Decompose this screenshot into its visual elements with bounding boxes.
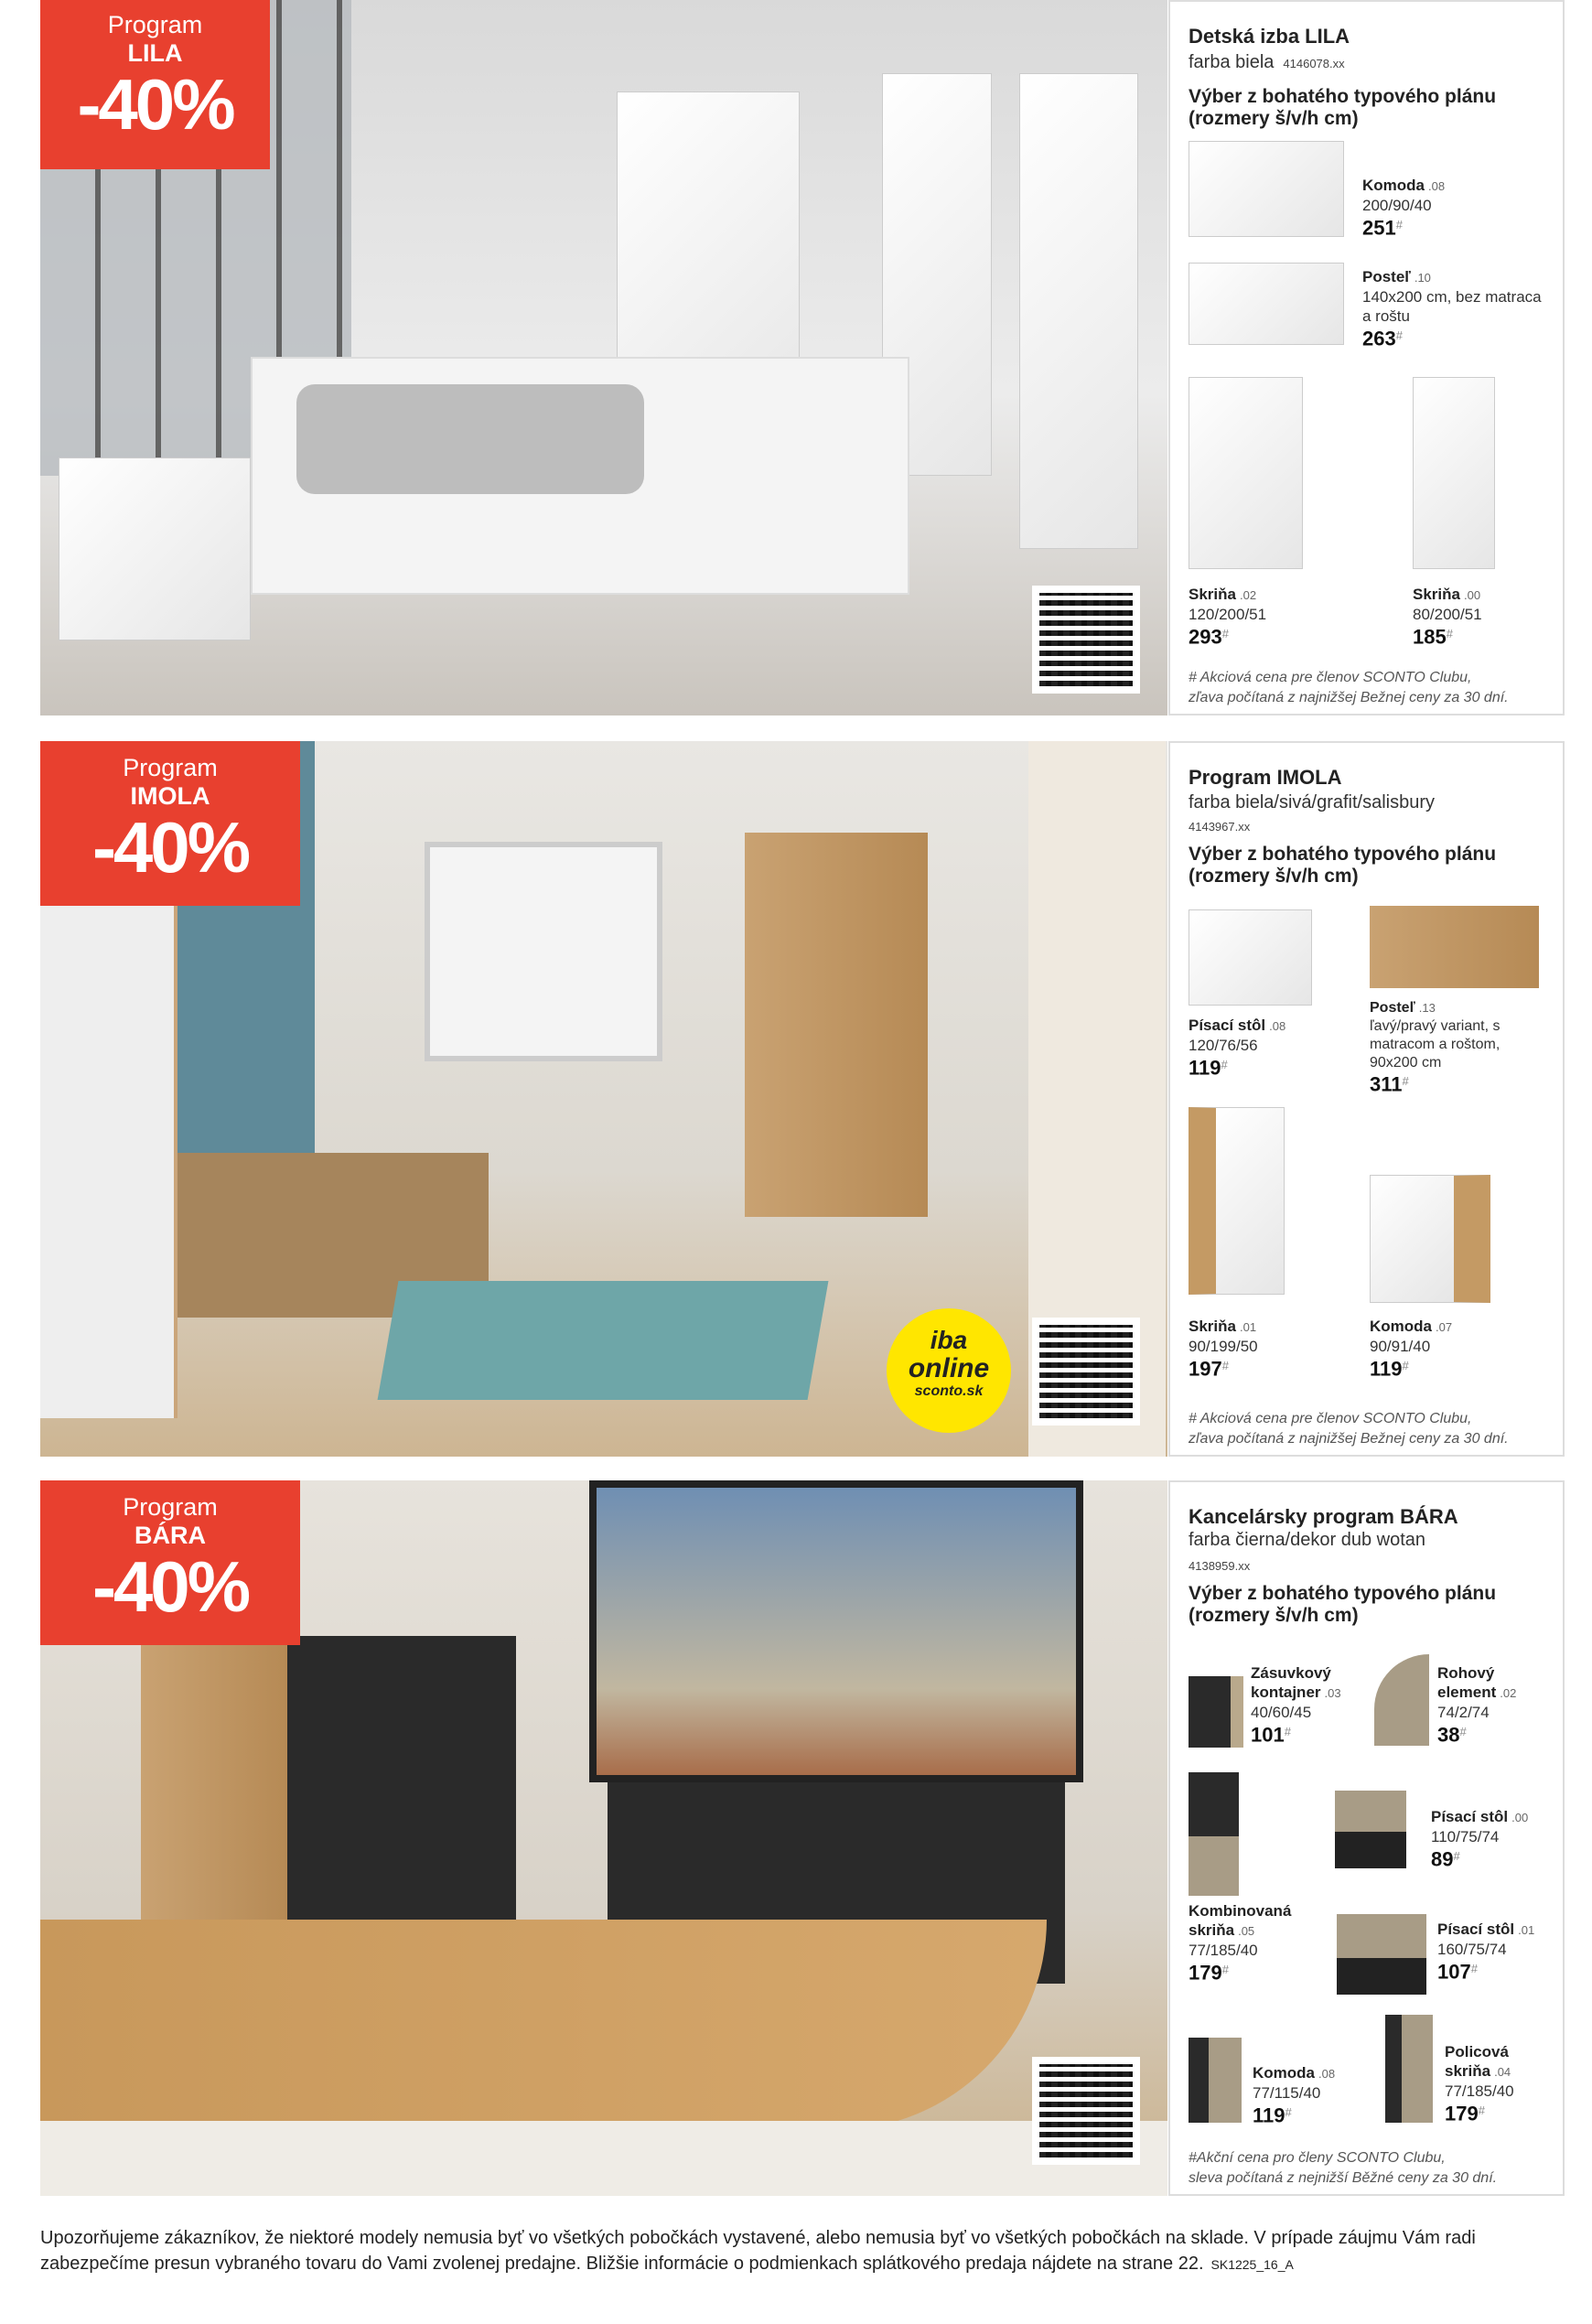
- item-code: .05: [1238, 1924, 1255, 1938]
- item-name: Komoda: [1362, 177, 1425, 194]
- plan-heading: [1189, 844, 1496, 888]
- item-dims: 77/185/40: [1189, 1942, 1258, 1959]
- item-skrina-00[interactable]: [1413, 585, 1482, 649]
- item-dims: ľavý/pravý variant, s matracom a roštom, 90x200 cm: [1370, 1018, 1501, 1071]
- item-komoda[interactable]: [1370, 1317, 1452, 1381]
- item-price: 179: [1189, 1961, 1222, 1985]
- plan-heading-1: Výber z bohatého typového plánu: [1189, 86, 1497, 107]
- item-code: .13: [1418, 1001, 1436, 1015]
- item-postel[interactable]: [1362, 267, 1545, 350]
- badge-name: IMOLA: [130, 782, 210, 810]
- item-name: Písací stôl: [1431, 1808, 1509, 1825]
- item-pisaci-stol[interactable]: [1189, 1016, 1285, 1080]
- plan-heading: [1189, 86, 1496, 130]
- section-bara: [40, 1480, 1565, 2196]
- item-skrina[interactable]: [1189, 1317, 1258, 1381]
- postel-image: [1189, 263, 1344, 345]
- price-mark: #: [1402, 1074, 1409, 1088]
- item-pisaci-stol-01[interactable]: [1437, 1920, 1564, 1984]
- item-dims: 90/199/50: [1189, 1338, 1258, 1355]
- item-code: .04: [1494, 2065, 1511, 2079]
- item-name: Posteľ: [1370, 1000, 1415, 1016]
- online-only-badge: [887, 1308, 1011, 1433]
- online-l3: sconto.sk: [914, 1383, 984, 1399]
- item-dims: 110/75/74: [1431, 1828, 1500, 1845]
- item-postel[interactable]: [1370, 999, 1534, 1096]
- product-code: 4143967.xx: [1189, 820, 1251, 834]
- komoda-image: [1189, 141, 1344, 237]
- item-code: .02: [1500, 1686, 1517, 1700]
- item-name: Skriňa: [1413, 586, 1460, 603]
- footnote: [1189, 1409, 1509, 1449]
- online-l1: iba: [930, 1326, 968, 1354]
- price-mark: #: [1446, 627, 1453, 640]
- price-mark: #: [1470, 1962, 1478, 1975]
- discount-badge: [40, 0, 270, 169]
- item-zasuvkovy-kontajner[interactable]: [1251, 1663, 1365, 1747]
- badge-discount: -40%: [91, 1546, 249, 1627]
- item-name: Kombinovaná skriňa: [1189, 1902, 1292, 1939]
- item-price: 293: [1189, 625, 1222, 649]
- item-code: .01: [1239, 1320, 1257, 1334]
- container-image: [1189, 1676, 1243, 1748]
- item-name: Zásuvkový kontajner: [1251, 1664, 1331, 1701]
- item-price: 197: [1189, 1357, 1222, 1381]
- desk-image: [1337, 1914, 1426, 1995]
- item-price: 119: [1189, 1056, 1221, 1080]
- item-kombinovana-skrina[interactable]: [1189, 1901, 1326, 1985]
- item-code: .00: [1511, 1811, 1529, 1824]
- item-code: .07: [1436, 1320, 1453, 1334]
- item-policova-skrina[interactable]: [1445, 2042, 1559, 2125]
- dresser-image: [1189, 2038, 1242, 2123]
- footnote-1: # Akciová cena pre členov SCONTO Clubu,: [1189, 670, 1472, 685]
- price-mark: #: [1221, 1058, 1228, 1071]
- product-color: farba biela/sivá/grafit/salisbury: [1189, 792, 1436, 812]
- product-code: 4146078.xx: [1283, 57, 1345, 70]
- item-price: 263: [1362, 327, 1396, 350]
- qr-code[interactable]: [1032, 1318, 1140, 1426]
- item-code: .00: [1463, 588, 1481, 602]
- item-price: 251: [1362, 216, 1396, 240]
- item-dims: 77/185/40: [1445, 2082, 1514, 2100]
- item-name: Policová skriňa: [1445, 2043, 1509, 2080]
- discount-badge: [40, 741, 300, 906]
- item-price: 89: [1431, 1847, 1454, 1871]
- item-name: Písací stôl: [1437, 1921, 1515, 1938]
- badge-discount: -40%: [77, 64, 233, 145]
- price-mark: #: [1478, 2103, 1485, 2117]
- product-title: Kancelársky program BÁRA: [1189, 1505, 1458, 1528]
- item-code: .01: [1518, 1923, 1535, 1937]
- badge-discount: -40%: [91, 807, 249, 888]
- item-code: .08: [1318, 2067, 1336, 2081]
- product-panel: [1168, 741, 1565, 1457]
- online-l2: online: [908, 1353, 990, 1383]
- product-title: Detská izba LILA: [1189, 25, 1350, 48]
- product-title: Program IMOLA: [1189, 766, 1342, 789]
- footnote: [1189, 2148, 1497, 2189]
- plan-heading-1: Výber z bohatého typového plánu: [1189, 844, 1497, 865]
- footnote: [1189, 668, 1509, 708]
- item-code: .08: [1428, 179, 1446, 193]
- section-lila: [40, 0, 1565, 715]
- skrina-image: [1189, 377, 1303, 569]
- qr-code[interactable]: [1032, 586, 1140, 694]
- item-rohovy-element[interactable]: [1437, 1663, 1552, 1747]
- item-dims: 200/90/40: [1362, 197, 1432, 214]
- item-dims: 80/200/51: [1413, 606, 1482, 623]
- item-skrina-02[interactable]: [1189, 585, 1266, 649]
- dresser-image: [1370, 1175, 1490, 1303]
- product-color: [1189, 52, 1345, 73]
- item-price: 38: [1437, 1723, 1460, 1747]
- price-mark: #: [1395, 218, 1403, 231]
- item-code: .10: [1414, 271, 1431, 285]
- price-mark: #: [1221, 627, 1229, 640]
- item-name: Písací stôl: [1189, 1017, 1266, 1034]
- footnote-2: zľava počítaná z najnižšej Bežnej ceny za 30 dní.: [1189, 690, 1509, 705]
- wardrobe-image: [1189, 1107, 1285, 1295]
- combined-cabinet-image: [1189, 1772, 1239, 1896]
- price-mark: #: [1221, 1963, 1229, 1976]
- item-price: 119: [1370, 1357, 1403, 1381]
- plan-heading-2: (rozmery š/v/h cm): [1189, 108, 1359, 129]
- price-mark: #: [1402, 1359, 1409, 1372]
- item-name: Komoda: [1370, 1318, 1432, 1335]
- plan-heading-1: Výber z bohatého typového plánu: [1189, 1583, 1497, 1604]
- item-price: 185: [1413, 625, 1447, 649]
- price-mark: #: [1395, 328, 1403, 342]
- product-panel: [1168, 0, 1565, 715]
- item-dims: 74/2/74: [1437, 1704, 1490, 1721]
- badge-program: Program: [107, 11, 203, 38]
- footnote-2: zľava počítaná z najnižšej Bežnej ceny za 30 dní.: [1189, 1431, 1509, 1447]
- item-dims: 90/91/40: [1370, 1338, 1431, 1355]
- plan-heading-2: (rozmery š/v/h cm): [1189, 866, 1359, 887]
- bed-image: [1370, 906, 1539, 988]
- product-panel: [1168, 1480, 1565, 2196]
- item-dims: 140x200 cm, bez matraca a roštu: [1362, 288, 1542, 325]
- item-komoda[interactable]: [1253, 2063, 1371, 2127]
- qr-code[interactable]: [1032, 2057, 1140, 2165]
- item-name: Komoda: [1253, 2064, 1315, 2082]
- item-code: .02: [1239, 588, 1257, 602]
- item-dims: 77/115/40: [1253, 2084, 1321, 2102]
- price-mark: #: [1284, 1725, 1291, 1738]
- product-color: farba čierna/dekor dub wotan: [1189, 1530, 1426, 1550]
- item-dims: 120/200/51: [1189, 606, 1267, 623]
- corner-element-image: [1374, 1654, 1429, 1746]
- item-komoda[interactable]: [1362, 176, 1445, 240]
- desk-image: [1335, 1791, 1406, 1868]
- skrina-image: [1413, 377, 1495, 569]
- footnote-1: #Akční cena pro členy SCONTO Clubu,: [1189, 2150, 1446, 2166]
- footer-disclaimer: [40, 2225, 1550, 2277]
- price-mark: #: [1459, 1725, 1467, 1738]
- item-pisaci-stol-00[interactable]: [1431, 1807, 1564, 1871]
- badge-program: Program: [123, 754, 218, 781]
- badge-name: BÁRA: [134, 1522, 206, 1549]
- plan-heading: [1189, 1583, 1496, 1627]
- item-dims: 40/60/45: [1251, 1704, 1312, 1721]
- item-price: 179: [1445, 2102, 1479, 2125]
- item-price: 107: [1437, 1960, 1471, 1984]
- item-name: Skriňa: [1189, 586, 1236, 603]
- footnote-2: sleva počítaná z nejnižší Běžné ceny za 30 dní.: [1189, 2170, 1498, 2186]
- item-code: .03: [1324, 1686, 1341, 1700]
- discount-badge: [40, 1480, 300, 1645]
- shelf-cabinet-image: [1385, 2015, 1433, 2123]
- item-name: Rohový element: [1437, 1664, 1497, 1701]
- item-dims: 160/75/74: [1437, 1941, 1507, 1958]
- page-code: SK1225_16_A: [1210, 2257, 1294, 2272]
- item-name: Skriňa: [1189, 1318, 1236, 1335]
- footnote-1: # Akciová cena pre členov SCONTO Clubu,: [1189, 1411, 1472, 1426]
- desk-image: [1189, 909, 1312, 1006]
- item-dims: 120/76/56: [1189, 1037, 1258, 1054]
- item-price: 311: [1370, 1072, 1403, 1096]
- footer-text: Upozorňujeme zákazníkov, že niektoré modely nemusia byť vo všetkých pobočkách vystavené, alebo nemusia byť vo všetkých pobočkách na sklade. V prípade záujmu Vám radi zabezpečíme presun vybraného tovaru do Vami zvolenej predajne. Bližšie informácie o podmienkach splátkového predaja nájdete na strane 22.: [40, 2228, 1476, 2274]
- color-text: farba biela: [1189, 52, 1275, 72]
- item-price: 101: [1251, 1723, 1285, 1747]
- price-mark: #: [1221, 1359, 1229, 1372]
- badge-name: LILA: [127, 39, 183, 67]
- plan-heading-2: (rozmery š/v/h cm): [1189, 1605, 1359, 1626]
- price-mark: #: [1285, 2105, 1292, 2119]
- product-code: 4138959.xx: [1189, 1559, 1251, 1573]
- item-price: 119: [1253, 2103, 1285, 2127]
- item-code: .08: [1269, 1019, 1286, 1033]
- badge-program: Program: [123, 1493, 218, 1521]
- item-name: Posteľ: [1362, 268, 1411, 285]
- section-imola: [40, 741, 1565, 1457]
- price-mark: #: [1453, 1849, 1460, 1863]
